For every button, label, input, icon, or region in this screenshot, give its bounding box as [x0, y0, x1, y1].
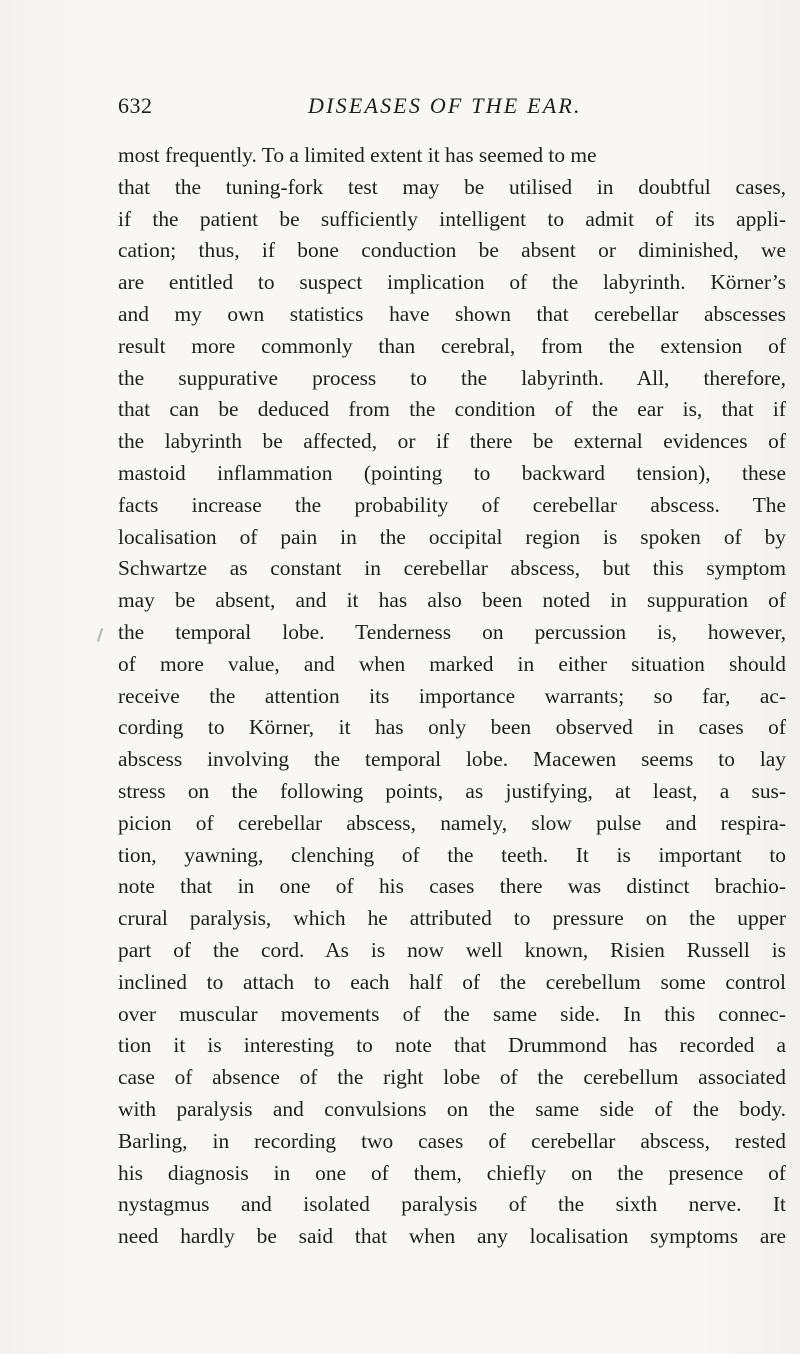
text-line: result more commonly than cerebral, from the extension of: [118, 333, 786, 358]
text-line: Barling, in recording two cases of cerebellar abscess, rested: [118, 1128, 786, 1153]
text-line: case of absence of the right lobe of the cerebellum associated: [118, 1065, 786, 1090]
text-line: need hardly be said that when any localisation symptoms are: [118, 1224, 786, 1249]
text-line: cording to Körner, it has only been observed in cases of: [118, 715, 786, 740]
body-text: [118, 140, 786, 1253]
text-line: localisation of pain in the occipital region is spoken of by: [118, 524, 786, 549]
text-line: if the patient be sufficiently intelligent to admit of its appli-: [118, 206, 786, 231]
running-title: DISEASES OF THE EAR.: [308, 93, 582, 118]
text-line: inclined to attach to each half of the cerebellum some control: [118, 969, 786, 994]
text-line: that the tuning-fork test may be utilised in doubtful cases,: [118, 174, 786, 199]
text-line: his diagnosis in one of them, chiefly on the presence of: [118, 1160, 786, 1185]
text-line: cation; thus, if bone conduction be absent or diminished, we: [118, 238, 786, 263]
text-line: over muscular movements of the same side. In this connec-: [118, 1001, 786, 1026]
text-line: tion it is interesting to note that Drummond has recorded a: [118, 1033, 786, 1058]
text-line: the temporal lobe. Tenderness on percussion is, however,: [118, 619, 786, 644]
text-line: nystagmus and isolated paralysis of the sixth nerve. It: [118, 1192, 786, 1217]
text-line: note that in one of his cases there was distinct brachio-: [118, 874, 786, 899]
text-line: with paralysis and convulsions on the same side of the body.: [118, 1096, 786, 1121]
text-line: receive the attention its importance warrants; so far, ac-: [118, 683, 786, 708]
text-line: may be absent, and it has also been noted in suppuration of: [118, 588, 786, 613]
text-line: the suppurative process to the labyrinth. All, therefore,: [118, 365, 786, 390]
text-line: abscess involving the temporal lobe. Macewen seems to lay: [118, 747, 786, 772]
text-line: and my own statistics have shown that cerebellar abscesses: [118, 301, 786, 326]
text-line: part of the cord. As is now well known, Risien Russell is: [118, 937, 786, 962]
text-line: are entitled to suspect implication of the labyrinth. Körner’s: [118, 270, 786, 295]
text-line: that can be deduced from the condition of the ear is, that if: [118, 397, 786, 422]
text-line: the labyrinth be affected, or if there be external evidences of: [118, 429, 786, 454]
text-line: facts increase the probability of cerebellar abscess. The: [118, 492, 786, 517]
text-line: stress on the following points, as justifying, at least, a sus-: [118, 778, 786, 803]
page-number: 632: [118, 93, 153, 118]
text-line: picion of cerebellar abscess, namely, slow pulse and respira-: [118, 810, 786, 835]
text-line: mastoid inflammation (pointing to backward tension), these: [118, 460, 786, 485]
paper-speck-mark: [97, 628, 103, 642]
text-line: of more value, and when marked in either situation should: [118, 651, 786, 676]
text-line: most frequently. To a limited extent it has seemed to me: [118, 143, 597, 167]
text-line: tion, yawning, clenching of the teeth. It is important to: [118, 842, 786, 867]
page-header: [118, 93, 738, 125]
text-line: Schwartze as constant in cerebellar abscess, but this symptom: [118, 556, 786, 581]
text-line: crural paralysis, which he attributed to pressure on the upper: [118, 906, 786, 931]
